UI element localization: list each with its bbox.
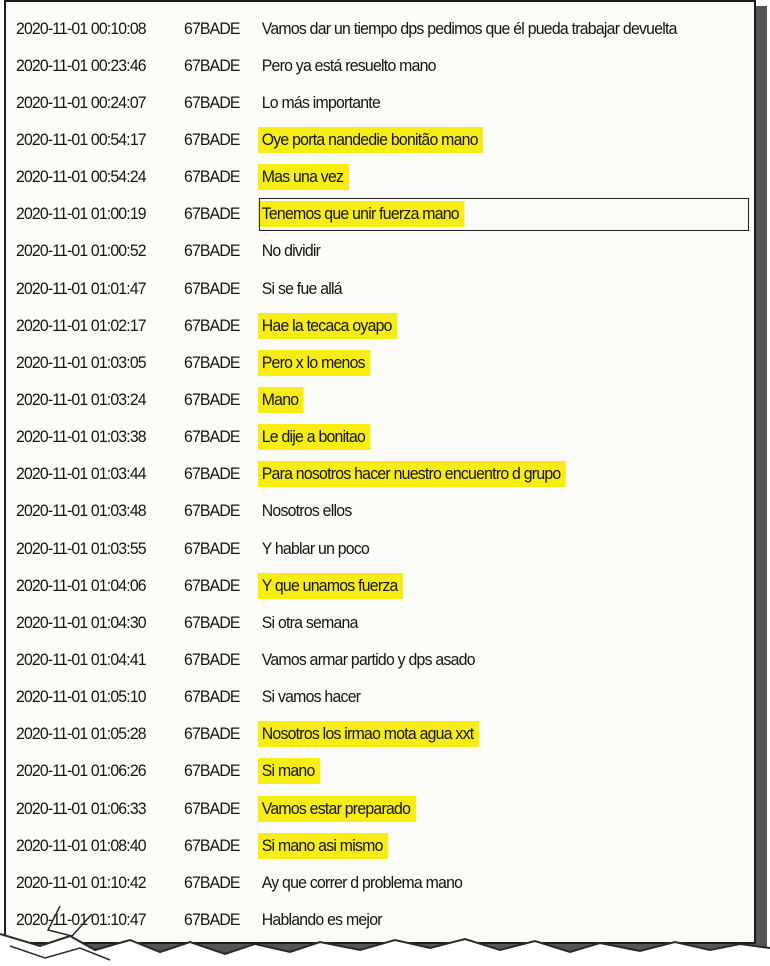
log-row: [14, 121, 749, 158]
row-timestamp: 2020-11-01 01:10:47: [16, 909, 146, 929]
log-row: [14, 456, 749, 493]
row-timestamp: 2020-11-01 01:08:40: [16, 835, 146, 855]
row-message-box-outline: [259, 198, 749, 231]
row-message-highlighted: Tenemos que unir fuerza mano: [258, 201, 464, 227]
log-row: [14, 641, 749, 678]
row-timestamp: 2020-11-01 01:05:28: [16, 724, 146, 744]
row-sender-id: 67BADE: [184, 278, 240, 298]
row-timestamp: 2020-11-01 00:10:08: [16, 18, 146, 38]
row-timestamp: 2020-11-01 00:54:17: [16, 129, 146, 149]
row-timestamp: 2020-11-01 00:54:24: [16, 167, 146, 187]
row-timestamp: 2020-11-01 01:06:33: [16, 798, 146, 818]
log-row: [14, 493, 749, 530]
row-timestamp: 2020-11-01 01:03:05: [16, 352, 146, 372]
row-message-highlighted: Mas una vez: [258, 164, 349, 190]
row-message-highlighted: Le dije a bonitao: [258, 424, 371, 450]
row-timestamp: 2020-11-01 01:03:44: [16, 464, 146, 484]
row-message: Y hablar un poco: [261, 538, 370, 558]
document-page: [4, 0, 756, 944]
row-message: Nosotros ellos: [261, 501, 352, 521]
log-row: [14, 270, 749, 307]
log-row: [14, 84, 749, 121]
log-row: [14, 419, 749, 456]
log-row: [14, 47, 749, 84]
row-timestamp: 2020-11-01 01:04:30: [16, 612, 146, 632]
row-sender-id: 67BADE: [184, 129, 240, 149]
row-timestamp: 2020-11-01 01:05:10: [16, 687, 146, 707]
row-sender-id: 67BADE: [184, 909, 240, 929]
row-message: Pero ya está resuelto mano: [261, 55, 436, 75]
row-sender-id: 67BADE: [184, 464, 240, 484]
row-message: No dividir: [261, 241, 321, 261]
row-sender-id: 67BADE: [184, 872, 240, 892]
row-sender-id: 67BADE: [184, 798, 240, 818]
row-message-highlighted: Vamos estar preparado: [258, 796, 416, 822]
log-row: [14, 827, 749, 864]
log-row: [14, 567, 749, 604]
row-message: Vamos armar partido y dps asado: [261, 649, 475, 669]
log-row: [14, 381, 749, 418]
log-row: [14, 159, 749, 196]
row-sender-id: 67BADE: [184, 204, 240, 224]
row-timestamp: 2020-11-01 01:06:26: [16, 761, 146, 781]
row-timestamp: 2020-11-01 01:03:24: [16, 389, 146, 409]
row-sender-id: 67BADE: [184, 352, 240, 372]
row-sender-id: 67BADE: [184, 501, 240, 521]
row-timestamp: 2020-11-01 01:03:38: [16, 427, 146, 447]
row-timestamp: 2020-11-01 01:03:55: [16, 538, 146, 558]
row-message-highlighted: Y que unamos fuerza: [258, 573, 403, 599]
row-sender-id: 67BADE: [184, 18, 240, 38]
log-row: [14, 679, 749, 716]
row-message: Hablando es mejor: [261, 909, 382, 929]
row-message: Vamos dar un tiempo dps pedimos que él pueda trabajar devuelta: [261, 18, 677, 38]
chat-log: [14, 10, 749, 939]
log-row: [14, 790, 749, 827]
row-sender-id: 67BADE: [184, 612, 240, 632]
row-message-highlighted: Hae la tecaca oyapo: [258, 313, 397, 339]
log-row: [14, 753, 749, 790]
log-row: [14, 233, 749, 270]
row-timestamp: 2020-11-01 01:04:41: [16, 649, 146, 669]
row-message: Si se fue allá: [261, 278, 342, 298]
torn-paper-edge: [0, 906, 770, 966]
row-timestamp: 2020-11-01 00:23:46: [16, 55, 146, 75]
row-sender-id: 67BADE: [184, 92, 240, 112]
row-message-highlighted: Si mano asi mismo: [258, 833, 388, 859]
row-sender-id: 67BADE: [184, 167, 240, 187]
log-row: [14, 10, 749, 47]
row-message-highlighted: Mano: [258, 387, 304, 413]
row-message-highlighted: Si mano: [258, 758, 320, 784]
row-sender-id: 67BADE: [184, 241, 240, 261]
row-sender-id: 67BADE: [184, 389, 240, 409]
log-row: [14, 604, 749, 641]
log-row: [14, 344, 749, 381]
row-timestamp: 2020-11-01 01:10:42: [16, 872, 146, 892]
row-message: Ay que correr d problema mano: [261, 872, 463, 892]
row-timestamp: 2020-11-01 01:01:47: [16, 278, 146, 298]
row-sender-id: 67BADE: [184, 724, 240, 744]
row-timestamp: 2020-11-01 01:02:17: [16, 315, 146, 335]
log-row: [14, 307, 749, 344]
row-timestamp: 2020-11-01 00:24:07: [16, 92, 146, 112]
row-sender-id: 67BADE: [184, 427, 240, 447]
row-sender-id: 67BADE: [184, 761, 240, 781]
log-row: [14, 530, 749, 567]
row-sender-id: 67BADE: [184, 649, 240, 669]
log-row: [14, 196, 749, 233]
row-sender-id: 67BADE: [184, 835, 240, 855]
row-message: Si vamos hacer: [261, 687, 361, 707]
row-sender-id: 67BADE: [184, 538, 240, 558]
row-sender-id: 67BADE: [184, 575, 240, 595]
log-row: [14, 864, 749, 901]
row-message: Si otra semana: [261, 612, 358, 632]
row-timestamp: 2020-11-01 01:04:06: [16, 575, 146, 595]
row-message-highlighted: Nosotros los irmao mota agua xxt: [258, 721, 479, 747]
row-sender-id: 67BADE: [184, 55, 240, 75]
row-message-highlighted: Pero x lo menos: [258, 350, 370, 376]
row-sender-id: 67BADE: [184, 687, 240, 707]
row-message: Lo más importante: [261, 92, 381, 112]
row-message-highlighted: Para nosotros hacer nuestro encuentro d grupo: [258, 461, 566, 487]
row-sender-id: 67BADE: [184, 315, 240, 335]
row-message-highlighted: Oye porta nandedie bonitão mano: [258, 127, 483, 153]
row-timestamp: 2020-11-01 01:00:19: [16, 204, 146, 224]
row-timestamp: 2020-11-01 01:03:48: [16, 501, 146, 521]
row-timestamp: 2020-11-01 01:00:52: [16, 241, 146, 261]
log-row: [14, 716, 749, 753]
